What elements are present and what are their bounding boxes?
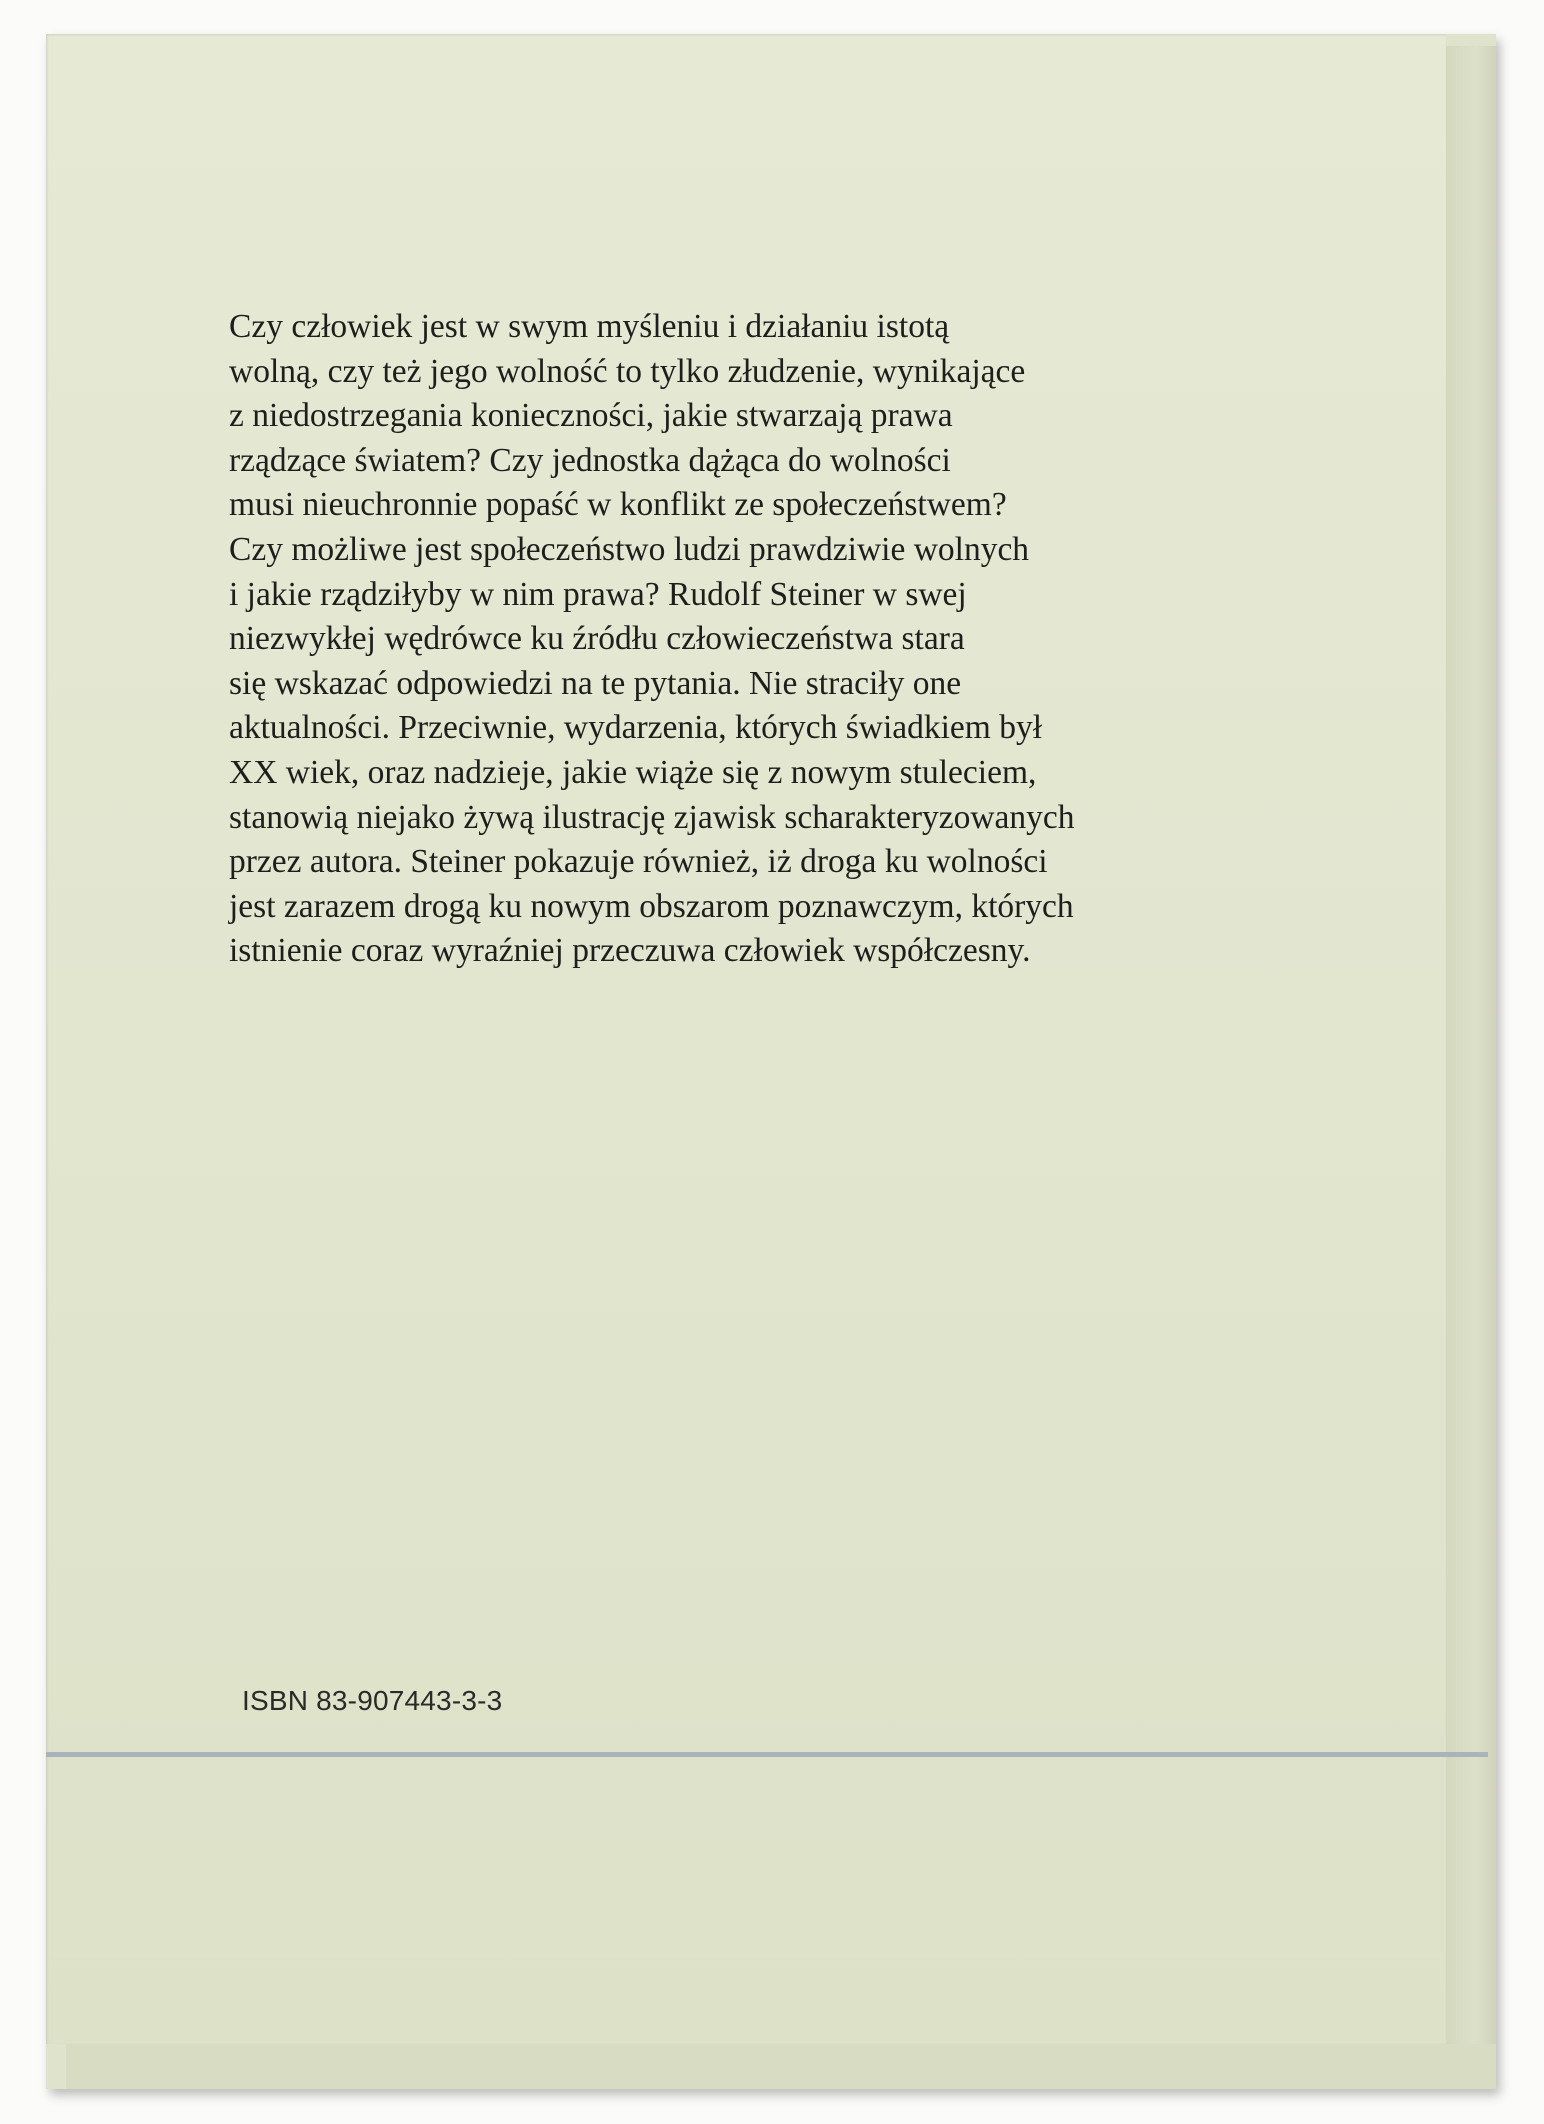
cover-blurb: [229, 305, 1309, 974]
blurb-line: niezwykłej wędrówce ku źródłu człowieczeństwa stara: [229, 620, 965, 658]
blurb-line: rządzące światem? Czy jednostka dążąca do wolności: [229, 441, 951, 479]
blurb-line: istnienie coraz wyraźniej przeczuwa człowiek współczesny.: [229, 932, 1031, 970]
cover-divider-line: [46, 1752, 1488, 1757]
blurb-line: wolną, czy też jego wolność to tylko złudzenie, wynikające: [229, 352, 1026, 390]
book-bottom-edge: [66, 2044, 1496, 2089]
isbn-number: ISBN 83-907443-3-3: [242, 1685, 503, 1716]
blurb-line: z niedostrzegania konieczności, jakie stwarzają prawa: [229, 397, 953, 435]
blurb-line: się wskazać odpowiedzi na te pytania. Nie straciły one: [229, 664, 962, 702]
blurb-line: musi nieuchronnie popaść w konflikt ze społeczeństwem?: [229, 486, 1007, 524]
blurb-line: stanowią niejako żywą ilustrację zjawisk scharakteryzowanych: [229, 798, 1075, 836]
blurb-line: i jakie rządziłyby w nim prawa? Rudolf Steiner w swej: [229, 575, 967, 613]
book-page-edge: [1446, 46, 1496, 2089]
blurb-line: Czy człowiek jest w swym myśleniu i działaniu istotą: [229, 308, 950, 345]
blurb-line: jest zarazem drogą ku nowym obszarom poznawczym, których: [229, 887, 1074, 925]
blurb-line: aktualności. Przeciwnie, wydarzenia, których świadkiem był: [229, 709, 1043, 747]
blurb-line: Czy możliwe jest społeczeństwo ludzi prawdziwie wolnych: [229, 530, 1030, 568]
blurb-line: przez autora. Steiner pokazuje również, iż droga ku wolności: [229, 843, 1048, 881]
blurb-line: XX wiek, oraz nadzieje, jakie wiąże się z nowym stuleciem,: [229, 753, 1037, 791]
